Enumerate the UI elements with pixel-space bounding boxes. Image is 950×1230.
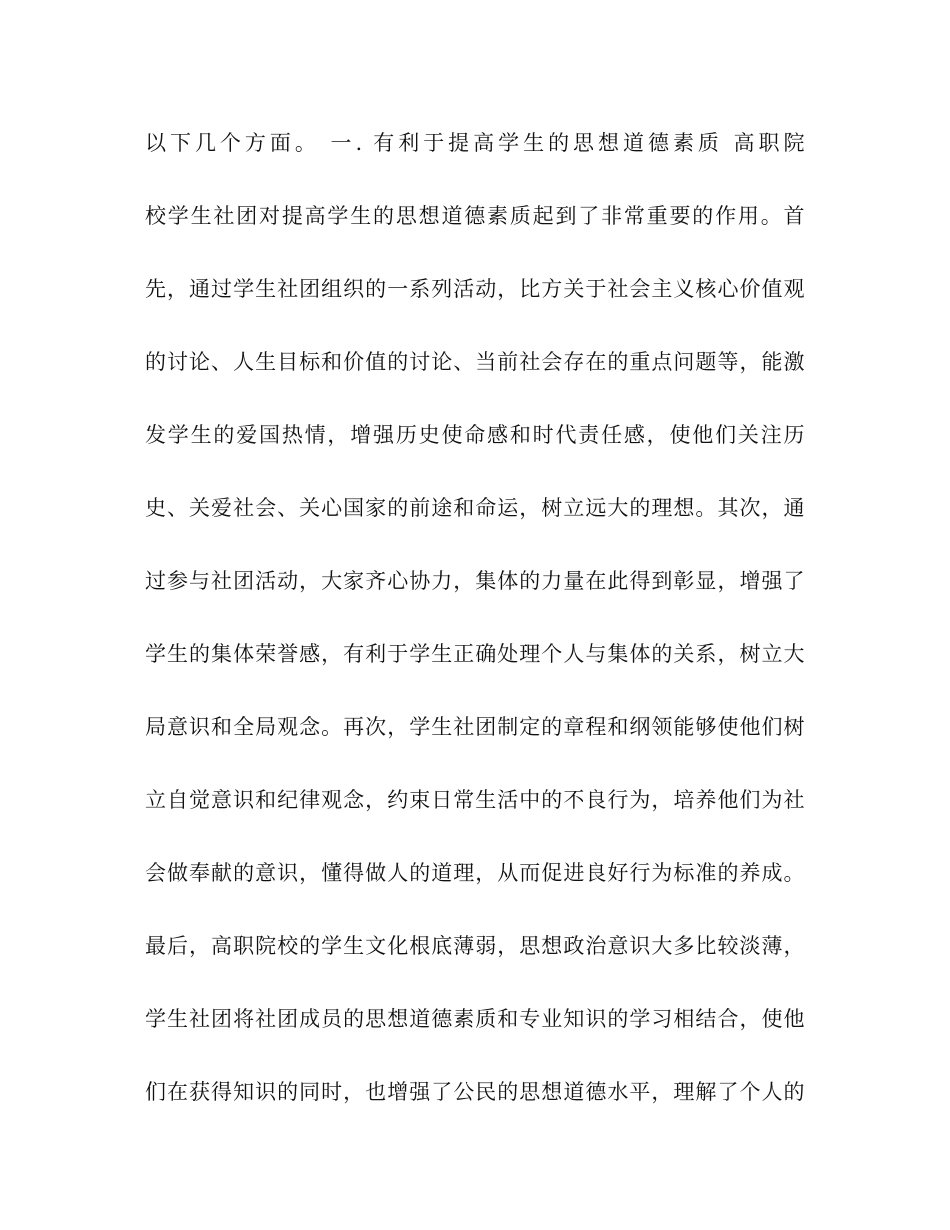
text-line-5: 发学生的爱国热情，增强历史使命感和时代责任感，使他们关注历 <box>145 423 805 447</box>
text-line-8: 学生的集体荣誉感，有利于学生正确处理个人与集体的关系，树立大 <box>145 642 805 666</box>
text-line-6: 史、关爱社会、关心国家的前途和命运，树立远大的理想。其次，通 <box>145 496 805 520</box>
body-text <box>145 119 805 1141</box>
text-line-4: 的讨论、人生目标和价值的讨论、当前社会存在的重点问题等，能激 <box>145 350 805 374</box>
text-line-2: 校学生社团对提高学生的思想道德素质起到了非常重要的作用。首 <box>145 204 805 228</box>
text-line-3: 先，通过学生社团组织的一系列活动，比方关于社会主义核心价值观 <box>145 277 805 301</box>
text-line-14: 们在获得知识的同时，也增强了公民的思想道德水平，理解了个人的 <box>145 1080 805 1104</box>
text-line-10: 立自觉意识和纪律观念，约束日常生活中的不良行为，培养他们为社 <box>145 788 805 812</box>
text-line-1: 以下几个方面。 一. 有利于提高学生的思想道德素质 高职院 <box>145 131 805 155</box>
text-line-9: 局意识和全局观念。再次，学生社团制定的章程和纲领能够使他们树 <box>145 715 805 739</box>
text-line-12: 最后，高职院校的学生文化根底薄弱，思想政治意识大多比较淡薄， <box>145 934 805 958</box>
text-line-13: 学生社团将社团成员的思想道德素质和专业知识的学习相结合，使他 <box>145 1007 805 1031</box>
text-line-11: 会做奉献的意识，懂得做人的道理，从而促进良好行为标准的养成。 <box>145 861 805 885</box>
text-line-7: 过参与社团活动，大家齐心协力，集体的力量在此得到彰显，增强了 <box>145 569 805 593</box>
